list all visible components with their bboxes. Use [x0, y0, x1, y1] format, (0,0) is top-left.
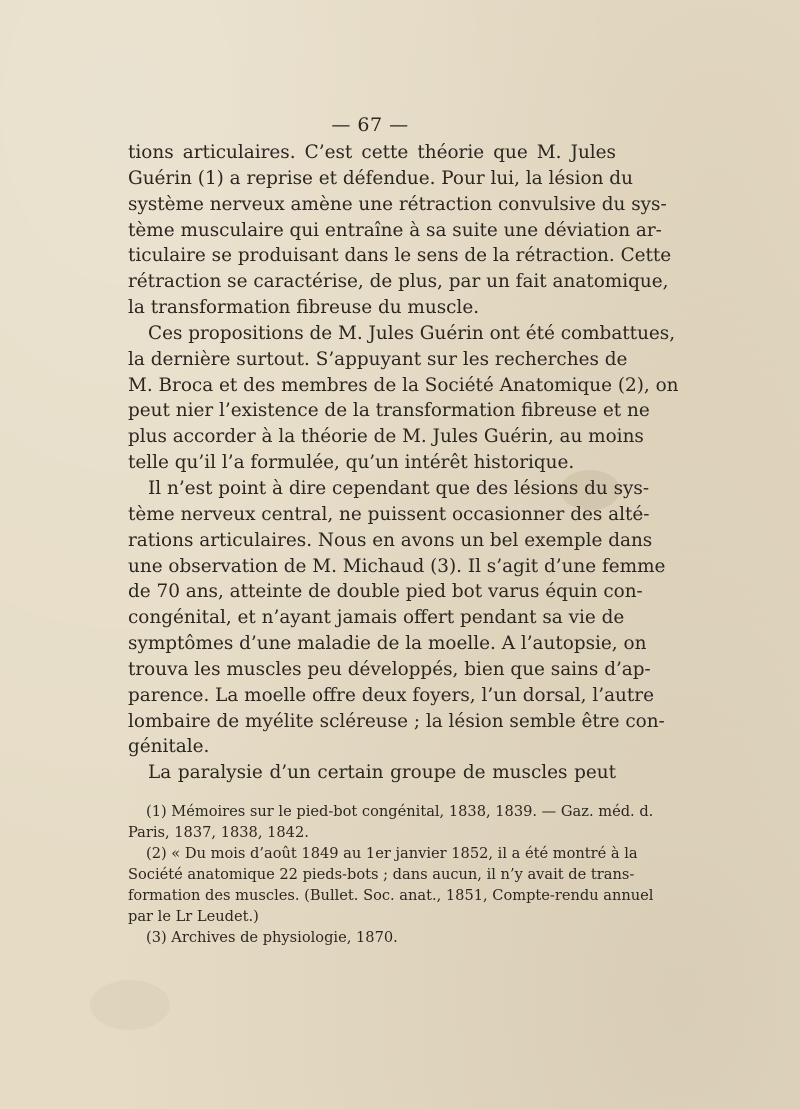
footnote-line: par le Lr Leudet.) — [128, 908, 259, 925]
text-line: La paralysie d’un certain groupe de muscles peut — [148, 762, 616, 784]
footnotes — [128, 801, 654, 948]
text-line: Ces propositions de M. Jules Guérin ont été combattues, — [148, 322, 676, 344]
text-line: tions articulaires. C’est cette théorie que M. Jules — [128, 142, 616, 163]
text-line: rétraction se caractérise, de plus, par un fait anatomique, — [128, 271, 669, 293]
footnote — [128, 843, 654, 927]
body-text — [128, 140, 679, 786]
text-line: une observation de M. Michaud (3). Il s’agit d’une femme — [128, 555, 666, 577]
paper-stain — [90, 980, 170, 1030]
text-line: M. Broca et des membres de la Société Anatomique (2), on — [128, 374, 679, 396]
footnote-line: Paris, 1837, 1838, 1842. — [128, 824, 309, 841]
text-line: peut nier l’existence de la transformation fibreuse et ne — [128, 400, 650, 422]
text-line: trouva les muscles peu développés, bien que sains d’ap- — [128, 658, 651, 680]
footnote — [128, 801, 654, 843]
text-line: la dernière surtout. S’appuyant sur les recherches de — [128, 348, 628, 370]
text-line: congénital, et n’ayant jamais offert pendant sa vie de — [128, 607, 625, 629]
footnote-line: (1) Mémoires sur le pied-bot congénital, 1838, 1839. — Gaz. méd. d. — [146, 803, 654, 820]
text-line: tème nerveux central, ne puissent occasionner des alté- — [128, 503, 650, 525]
text-line: telle qu’il l’a formulée, qu’un intérêt historique. — [128, 452, 575, 474]
text-line: génitale. — [128, 736, 210, 758]
text-line: Guérin (1) a reprise et défendue. Pour lui, la lésion du — [128, 167, 633, 189]
text-line: tème musculaire qui entraîne à sa suite une déviation ar- — [128, 219, 662, 241]
paragraph — [128, 476, 666, 760]
text-line: la transformation fibreuse du muscle. — [128, 297, 480, 319]
text-line: système nerveux amène une rétraction convulsive du sys- — [128, 193, 667, 215]
text-line: lombaire de myélite scléreuse ; la lésion semble être con- — [128, 710, 665, 732]
page-number: — 67 — — [331, 114, 409, 136]
text-line: parence. La moelle offre deux foyers, l’un dorsal, l’autre — [128, 684, 654, 706]
text-line: ticulaire se produisant dans le sens de la rétraction. Cette — [128, 245, 672, 267]
footnote-line: Société anatomique 22 pieds-bots ; dans aucun, il n’y avait de trans- — [128, 866, 635, 883]
text-line: rations articulaires. Nous en avons un bel exemple dans — [128, 529, 653, 551]
paragraph — [128, 140, 672, 321]
footnote-line: (3) Archives de physiologie, 1870. — [146, 929, 398, 946]
text-line: Il n’est point à dire cependant que des lésions du sys- — [148, 477, 650, 499]
text-line: de 70 ans, atteinte de double pied bot varus équin con- — [128, 581, 643, 603]
footnote-line: formation des muscles. (Bullet. Soc. anat., 1851, Compte-rendu annuel — [128, 887, 654, 904]
paragraph — [128, 321, 679, 476]
footnote — [128, 927, 616, 948]
paragraph — [128, 760, 616, 786]
text-line: plus accorder à la théorie de M. Jules Guérin, au moins — [128, 426, 644, 448]
text-line: symptômes d’une maladie de la moelle. A l’autopsie, on — [128, 633, 647, 655]
footnote-line: (2) « Du mois d’août 1849 au 1er janvier 1852, il a été montré à la — [146, 845, 638, 862]
